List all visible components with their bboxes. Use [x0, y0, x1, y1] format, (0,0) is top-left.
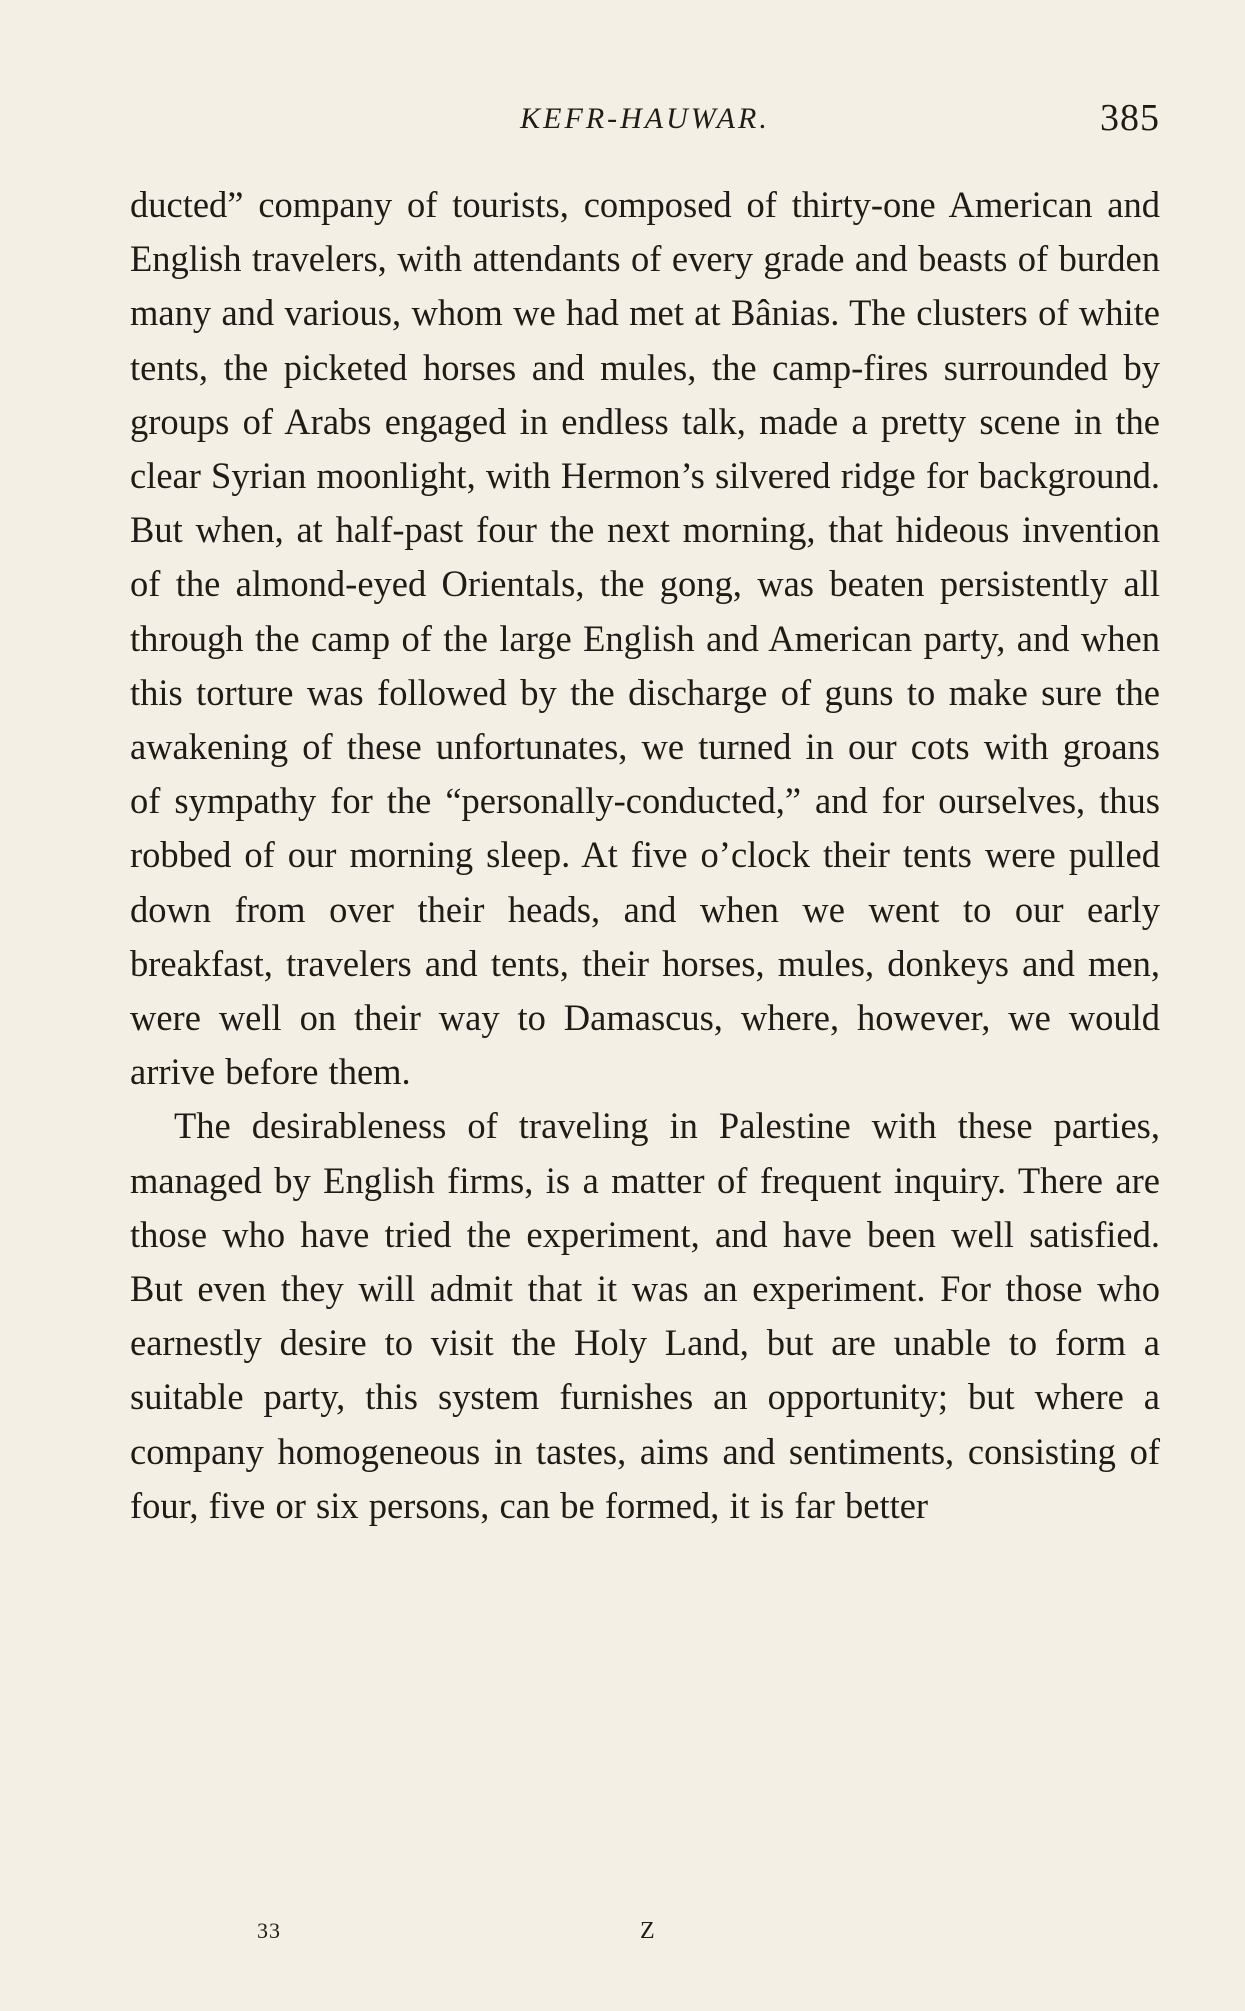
body-text — [130, 178, 1160, 1533]
gathering-mark: Z — [640, 1918, 655, 1944]
running-head — [130, 96, 1160, 146]
running-title: KEFR-HAUWAR. — [520, 102, 770, 135]
paragraph: The desirableness of traveling in Palestine with these parties, managed by English firms, is a matter of frequent inquiry. There are those who have tried the experiment, and have been well satisfied. But even they will admit that it was an experiment. For those who earnestly desire to visit the Holy Land, but are unable to form a suitable party, this system furnishes an opportunity; but where a company homogeneous in tastes, aims and sentiments, consisting of four, five or six persons, can be formed, it is far better — [130, 1105, 1160, 1526]
paragraph-continued: ducted” company of tourists, composed of thirty-one American and English travelers, with attendants of every grade and beasts of burden many and various, whom we had met at Bânias. The clusters of white tents, the picketed horses and mules, the camp-fires surrounded by groups of Arabs engaged in endless talk, made a pretty scene in the clear Syrian moonlight, with Hermon’s silvered ridge for background. But when, at half-past four the next morning, that hideous invention of the almond-eyed Orientals, the gong, was beaten persistently all through the camp of the large English and American party, and when this torture was followed by the discharge of guns to make sure the awakening of these unfortunates, we turned in our cots with groans of sympathy for the “personally-conducted,” and for ourselves, thus robbed of our morning sleep. At five o’clock their tents were pulled down from over their heads, and when we went to our early breakfast, travelers and tents, their horses, mules, donkeys and men, were well on their way to Damascus, where, however, we would arrive before them. — [130, 184, 1160, 1093]
page-footer — [130, 1918, 1160, 1958]
signature-number: 33 — [257, 1918, 281, 1943]
page-number: 385 — [1100, 97, 1160, 139]
